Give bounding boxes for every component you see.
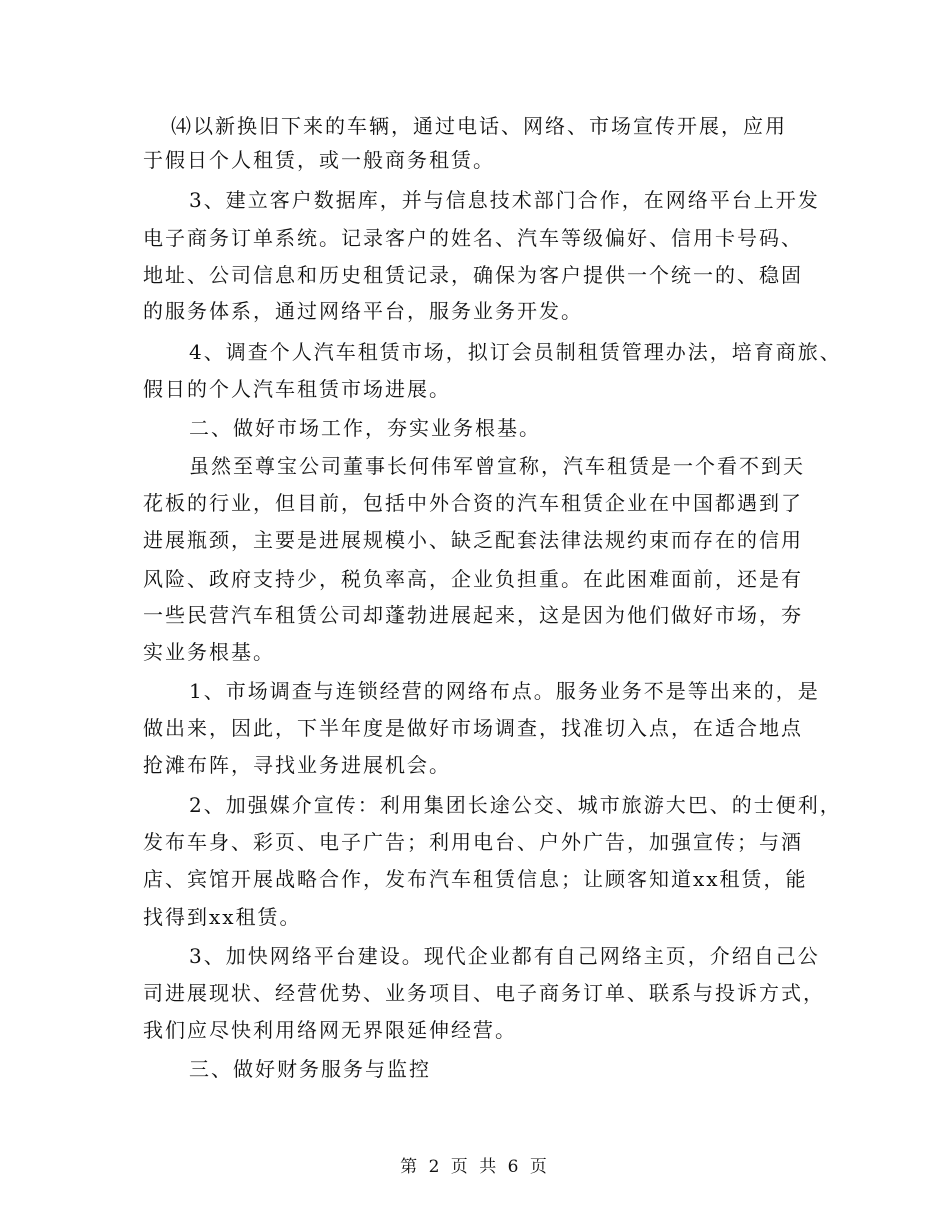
text-line: 3、建立客户数据库，并与信息技术部门合作，在网络平台上开发	[189, 188, 820, 212]
section-heading: 二、做好市场工作，夯实业务根基。	[189, 416, 541, 440]
text-line: 一些民营汽车租赁公司却蓬勃进展起来，这是因为他们做好市场，夯	[143, 603, 803, 627]
text-line: 实业务根基。	[143, 640, 275, 664]
section-heading: 三、做好财务服务与监控	[189, 1057, 431, 1081]
text-line: 于假日个人租赁，或一般商务租赁。	[143, 148, 495, 172]
text-line: 地址、公司信息和历史租赁记录，确保为客户提供一个统一的、稳固	[143, 263, 803, 287]
page-number-footer: 第 2 页 共 6 页	[400, 1157, 550, 1177]
text-line: 做出来，因此，下半年度是做好市场调查，找准切入点，在适合地点	[143, 716, 803, 740]
text-line: 的服务体系，通过网络平台，服务业务开发。	[143, 299, 583, 323]
text-line: 找得到xx租赁。	[143, 905, 302, 929]
text-line: 4、调查个人汽车租赁市场，拟订会员制租赁管理办法，培育商旅、	[189, 340, 842, 364]
text-line: 风险、政府支持少，税负率高，企业负担重。在此困难面前，还是有	[143, 567, 803, 591]
text-line: 司进展现状、经营优势、业务项目、电子商务订单、联系与投诉方式，	[143, 981, 825, 1005]
text-line: 3、加快网络平台建设。现代企业都有自己网络主页，介绍自己公	[189, 944, 820, 968]
text-line: 虽然至尊宝公司董事长何伟军曾宣称，汽车租赁是一个看不到天	[189, 454, 805, 478]
text-line: ⑷以新换旧下来的车辆，通过电话、网络、市场宣传开展，应用	[171, 114, 787, 138]
text-line: 花板的行业，但目前，包括中外合资的汽车租赁企业在中国都遇到了	[143, 491, 803, 515]
text-line: 假日的个人汽车租赁市场进展。	[143, 377, 451, 401]
text-line: 进展瓶颈，主要是进展规模小、缺乏配套法律法规约束而存在的信用	[143, 528, 803, 552]
text-line: 电子商务订单系统。记录客户的姓名、汽车等级偏好、信用卡号码、	[143, 226, 803, 250]
text-line: 店、宾馆开展战略合作，发布汽车租赁信息；让顾客知道xx租赁，能	[143, 867, 808, 891]
text-line: 1、市场调查与连锁经营的网络布点。服务业务不是等出来的，是	[189, 679, 820, 703]
text-line: 抢滩布阵，寻找业务进展机会。	[143, 753, 451, 777]
text-line: 2、加强媒介宣传：利用集团长途公交、城市旅游大巴、的士便利，	[189, 793, 842, 817]
text-line: 发布车身、彩页、电子广告；利用电台、户外广告，加强宣传；与酒	[143, 830, 803, 854]
text-line: 我们应尽快利用络网无界限延伸经营。	[143, 1018, 517, 1042]
